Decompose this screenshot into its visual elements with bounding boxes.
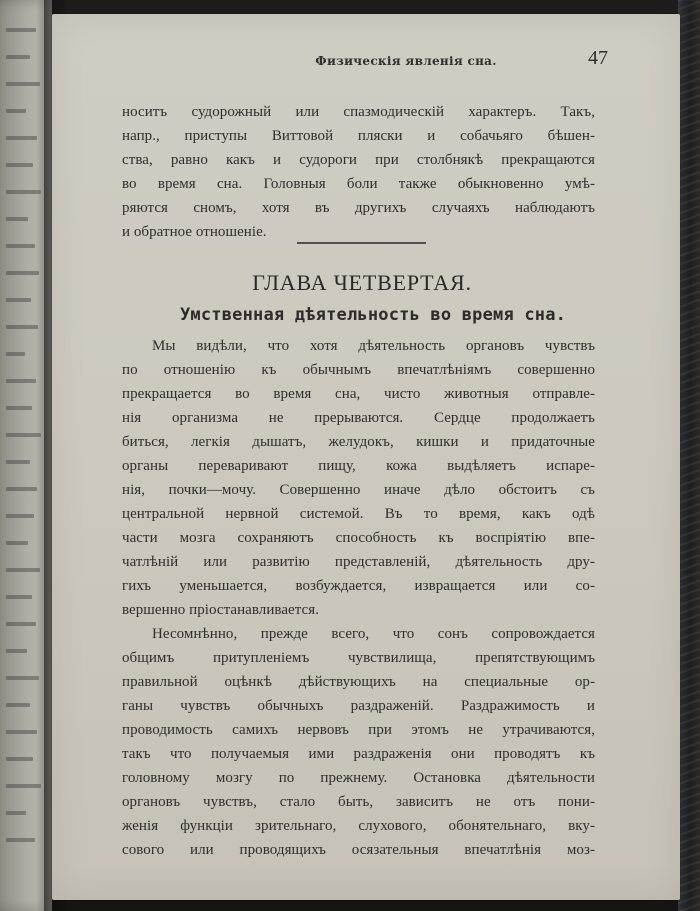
body-line: носитъ судорожный или спазмодическій характеръ. Такъ, — [122, 104, 595, 120]
adjacent-page-text-line — [6, 541, 28, 545]
adjacent-page-text-line — [6, 433, 41, 437]
adjacent-page-text-line — [6, 82, 40, 86]
body-line: ства, равно какъ и судороги при столбнякѣ прекращаются — [122, 152, 595, 168]
body-line: части мозга сохраняютъ способность къ воспріятію впе- — [122, 530, 595, 546]
body-line: и обратное отношеніе. — [122, 224, 267, 240]
book-page — [52, 14, 680, 900]
adjacent-page-text-line — [6, 298, 31, 302]
body-line: вершенно пріостанавливается. — [122, 602, 320, 618]
adjacent-page-text-line — [6, 514, 34, 518]
running-head: Физическія явленія сна. — [315, 54, 497, 68]
body-line: сового или проводящихъ осязательныя впечатлѣнія моз- — [122, 842, 595, 858]
adjacent-page-text-line — [6, 406, 32, 410]
adjacent-page-text-line — [6, 730, 37, 734]
adjacent-page-text-line — [6, 811, 26, 815]
adjacent-page-text-line — [6, 460, 30, 464]
adjacent-page-text-line — [6, 109, 26, 113]
body-line: общимъ притупленіемъ чувствилища, препятствующимъ — [122, 650, 595, 666]
adjacent-page-text-line — [6, 568, 40, 572]
body-line: прекращается во время сна, чисто животныя отправле- — [122, 386, 595, 402]
body-line: головному мозгу по прежнему. Остановка дѣятельности — [122, 770, 595, 786]
body-line: напр., приступы Виттовой пляски и собачьяго бѣшен- — [122, 128, 595, 144]
adjacent-page-text-line — [6, 271, 39, 275]
adjacent-page-text-line — [6, 379, 36, 383]
adjacent-page-text-line — [6, 676, 39, 680]
adjacent-page-text-line — [6, 28, 36, 32]
adjacent-page-text-line — [6, 352, 25, 356]
adjacent-page-text-line — [6, 136, 37, 140]
body-line: ряются сномъ, хотя въ другихъ случаяхъ наблюдаютъ — [122, 200, 595, 216]
body-line: правильной оцѣнкѣ дѣйствующихъ на специальные ор- — [122, 674, 595, 690]
adjacent-page-text-line — [6, 649, 27, 653]
body-line: нія, почки—мочу. Совершенно иначе дѣло обстоитъ съ — [122, 482, 595, 498]
body-line: биться, легкія дышатъ, желудокъ, кишки и придаточные — [122, 434, 595, 450]
adjacent-page-text-line — [6, 595, 32, 599]
adjacent-page-text-line — [6, 838, 35, 842]
body-line: по отношенію къ обычнымъ впечатлѣніямъ совершенно — [122, 362, 595, 378]
adjacent-page-text-line — [6, 217, 28, 221]
adjacent-page-text-line — [6, 757, 33, 761]
section-divider — [297, 242, 426, 244]
adjacent-page-text-line — [6, 622, 36, 626]
body-line: такъ что получаемыя ими раздраженія они проводятъ къ — [122, 746, 595, 762]
body-line: гихъ уменьшается, возбуждается, извращается или со- — [122, 578, 595, 594]
adjacent-page-text-line — [6, 244, 35, 248]
adjacent-page-text-line — [6, 190, 41, 194]
body-line: чатлѣній или развитію представленій, дѣятельность дру- — [122, 554, 595, 570]
adjacent-page-text-line — [6, 487, 37, 491]
adjacent-page-text-line — [6, 784, 41, 788]
adjacent-page-text-line — [6, 703, 30, 707]
body-line: центральной нервной системой. Въ то время, какъ одѣ — [122, 506, 595, 522]
body-line: Мы видѣли, что хотя дѣятельность органовъ чувствъ — [152, 338, 595, 354]
adjacent-page-text-line — [6, 163, 33, 167]
body-line: проводимость самихъ нервовъ при этомъ не утрачиваются, — [122, 722, 595, 738]
body-line: органы переваривают пищу, кожа выдѣляетъ испаре- — [122, 458, 595, 474]
body-line: Несомнѣнно, прежде всего, что сонъ сопровождается — [152, 626, 595, 642]
chapter-title: ГЛАВА ЧЕТВЕРТАЯ. — [252, 270, 472, 295]
body-line: во время сна. Головныя боли также обыкновенно умѣ- — [122, 176, 595, 192]
body-line: женія функціи зрительнаго, слухового, обонятельнаго, вку- — [122, 818, 595, 834]
body-line: органовъ чувствъ, стало быть, зависитъ не отъ пони- — [122, 794, 595, 810]
adjacent-page-text-line — [6, 325, 38, 329]
body-line: нія организма не прерываются. Сердце продолжаетъ — [122, 410, 595, 426]
book-cover-edge — [678, 0, 700, 911]
chapter-subtitle: Умственная дѣятельность во время сна. — [180, 305, 567, 325]
body-line: ганы чувствъ обычныхъ раздраженій. Раздражимость и — [122, 698, 595, 714]
page-number: 47 — [588, 47, 608, 69]
adjacent-page-text-line — [6, 55, 30, 59]
